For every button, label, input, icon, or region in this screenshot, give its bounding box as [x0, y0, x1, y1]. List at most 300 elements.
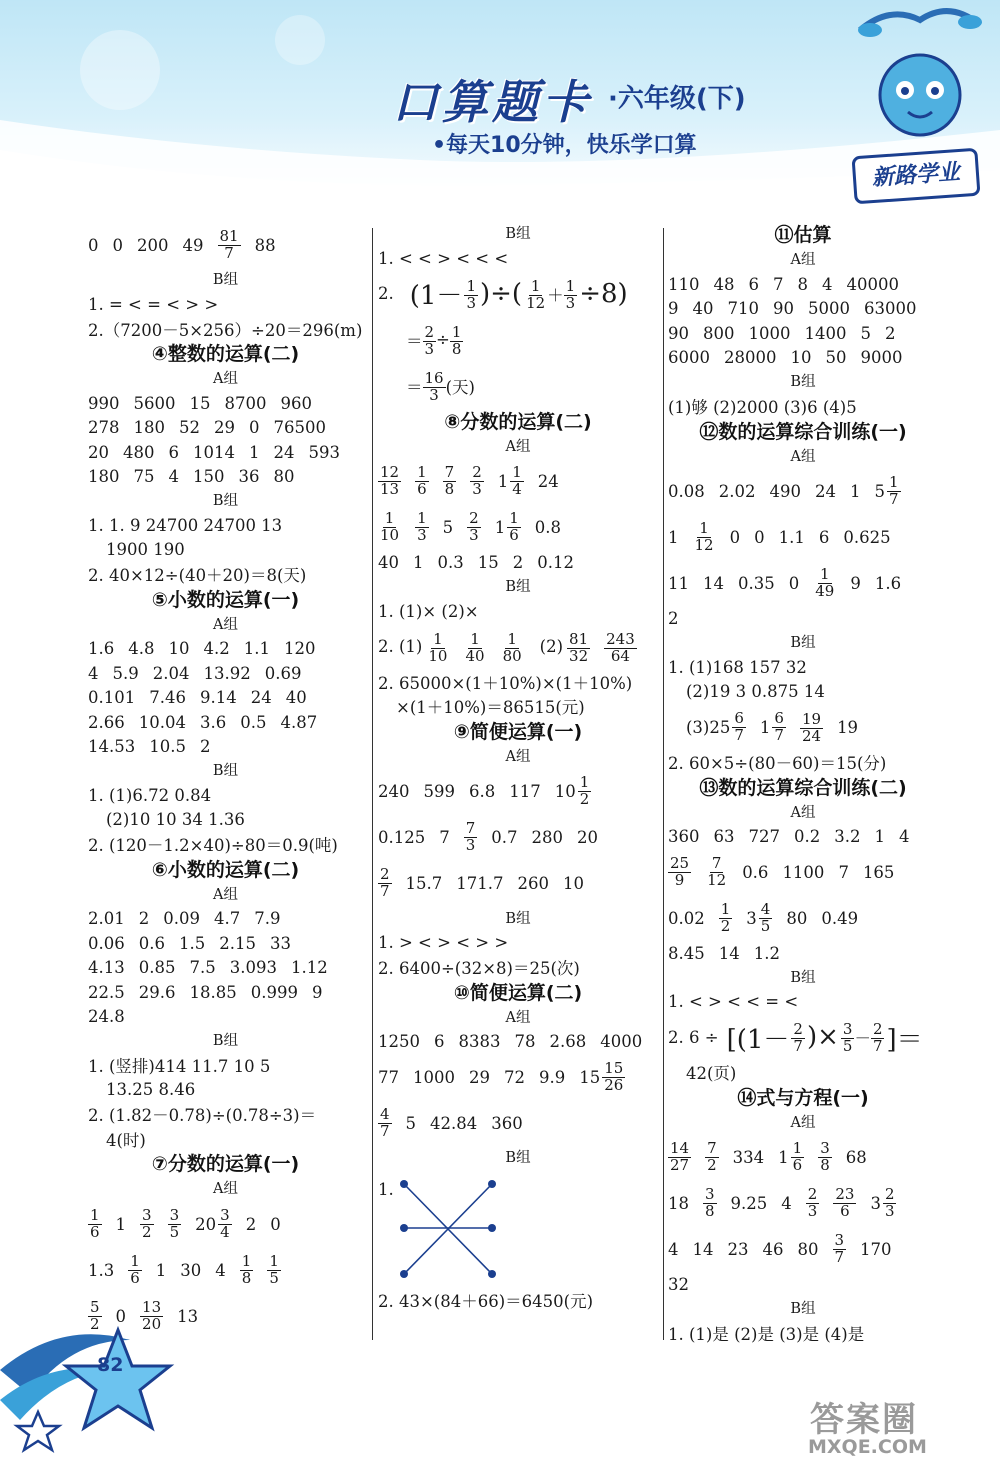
- item-label: 2. (1): [378, 637, 423, 656]
- answer-value: 8.45: [668, 943, 705, 963]
- answer-value: 1400: [804, 323, 847, 343]
- answer-row: [88, 1247, 363, 1293]
- page-title: 口算题卡: [392, 75, 592, 129]
- fraction-answer: [833, 1233, 847, 1266]
- watermark-url: MXQE.COM: [808, 1436, 927, 1458]
- answer-value: 46: [762, 1240, 784, 1259]
- expr-text: (1－: [409, 281, 463, 311]
- numerator: 16: [424, 368, 444, 387]
- fraction-answer: [415, 511, 429, 544]
- answer-value: 20: [88, 442, 109, 462]
- denominator: 3: [565, 293, 576, 312]
- answer-value: 48: [713, 274, 735, 294]
- answer-row: [668, 1273, 938, 1298]
- answer-value: 15.7: [405, 874, 443, 893]
- numerator: 3: [820, 1139, 830, 1158]
- fraction: [378, 465, 401, 498]
- answer-value: 68: [845, 1148, 867, 1167]
- answer-row: [88, 686, 363, 711]
- answer-value: 36: [238, 467, 260, 487]
- answer-row: [88, 931, 363, 956]
- fraction-answer: [778, 1141, 804, 1174]
- answer-row: [378, 551, 658, 576]
- answer-row: 2. 43×(84＋66)＝6450(元): [378, 1292, 594, 1312]
- match-dot: [488, 1180, 496, 1188]
- denominator: 7: [834, 1248, 845, 1266]
- section-heading: ④整数的运算(二): [151, 343, 300, 365]
- denominator: 3: [807, 1202, 818, 1220]
- denominator: 4: [512, 480, 522, 498]
- numerator: 25: [670, 853, 690, 872]
- answer-value: 7: [773, 274, 784, 294]
- denominator: 2: [720, 916, 731, 935]
- answer-value: 1.1: [778, 528, 805, 547]
- answer-value: 50: [825, 348, 847, 368]
- fraction-answer: [464, 821, 478, 854]
- section-heading: ⑩简便运算(二): [453, 981, 583, 1004]
- answer-grid: [668, 272, 938, 370]
- expr-text: －: [854, 1029, 871, 1048]
- answer-value: 30: [180, 1260, 202, 1280]
- answer-value: 4: [781, 1194, 792, 1213]
- numerator: 1: [820, 565, 830, 584]
- answer-value: 63: [713, 827, 735, 847]
- whole-part: 1: [759, 717, 771, 737]
- answer-value: 18.85: [189, 982, 237, 1002]
- answer-row: [88, 956, 363, 981]
- answer-value: 3.6: [200, 712, 227, 732]
- numerator: 2: [380, 865, 390, 884]
- denominator: 20: [142, 1314, 162, 1333]
- fraction: [567, 629, 590, 665]
- numerator: 3: [142, 1205, 152, 1224]
- fraction: [426, 629, 449, 665]
- fraction: [705, 1141, 719, 1174]
- answer-value: 490: [769, 482, 801, 501]
- denominator: 5: [842, 1037, 853, 1055]
- denominator: 6: [130, 1268, 140, 1287]
- denominator: 8: [241, 1268, 252, 1287]
- item-label: 1.: [378, 1180, 394, 1199]
- answer-row: [88, 1005, 363, 1030]
- answer-value: 4: [822, 274, 833, 294]
- matching-lines: [392, 1170, 512, 1288]
- section-heading: ⑬数的运算综合训练(二): [699, 776, 907, 799]
- star-decoration-icon: [0, 1297, 180, 1469]
- answer-value: 0.8: [534, 518, 561, 537]
- page-header: [0, 0, 1000, 215]
- fraction-answer: [813, 567, 836, 600]
- answer-value: 2.66: [88, 712, 125, 732]
- answer-value: 5600: [133, 393, 176, 413]
- whole-part: 5: [874, 482, 885, 501]
- answer-value: 360: [668, 827, 700, 847]
- answer-value: 23: [727, 1240, 749, 1259]
- answer-row: [378, 271, 658, 317]
- numerator: 243: [606, 629, 635, 648]
- answer-row: [88, 980, 363, 1005]
- answer-row: (1)够 (2)2000 (3)6 (4)5: [668, 398, 857, 418]
- answer-value: 0.625: [843, 528, 891, 547]
- answer-row: 1. 1. 9 24700 24700 13: [88, 515, 283, 535]
- group-label: B组: [505, 1150, 531, 1166]
- answer-value: 72: [504, 1067, 525, 1087]
- numerator: 4: [760, 899, 771, 918]
- fraction: [463, 629, 486, 665]
- fraction-answer: [415, 465, 429, 498]
- answer-value: 29: [469, 1067, 490, 1087]
- numerator: 1: [241, 1251, 252, 1270]
- fraction: [791, 1019, 805, 1055]
- answer-row: [88, 440, 363, 465]
- fraction: [604, 629, 637, 665]
- numerator: 2: [424, 322, 435, 341]
- fraction: [501, 629, 524, 665]
- answer-value: 0.35: [738, 574, 775, 593]
- answer-value: 1: [115, 1214, 127, 1234]
- answer-row: [88, 416, 363, 441]
- denominator: 9: [674, 870, 685, 889]
- fraction-answer: [267, 1251, 281, 1287]
- numerator: 1: [417, 463, 427, 482]
- fraction-answer: [195, 1205, 232, 1241]
- answer-row: [378, 1100, 658, 1146]
- fraction: [415, 511, 429, 544]
- answer-value: 800: [703, 323, 735, 343]
- mascot-icon: [830, 0, 1000, 160]
- answer-value: 0.6: [138, 933, 165, 953]
- fraction: [841, 1022, 855, 1055]
- answer-value: 1.12: [291, 958, 328, 978]
- group-label: A组: [213, 371, 238, 387]
- whole-part: 3: [870, 1194, 881, 1213]
- numerator: 1: [433, 629, 443, 648]
- answer-value: 10: [790, 348, 812, 368]
- numerator: 3: [169, 1205, 180, 1224]
- fraction-answer: [467, 511, 481, 544]
- answer-value: 24: [250, 688, 272, 708]
- answer-row: [88, 222, 363, 268]
- numerator: 3: [705, 1185, 715, 1204]
- answer-value: 42.84: [430, 1113, 478, 1133]
- grade-label: ·六年级(下): [608, 84, 746, 114]
- group-label: B组: [790, 969, 816, 986]
- answer-row: [668, 297, 938, 322]
- answer-value: 6.8: [469, 782, 496, 801]
- numerator: 23: [835, 1185, 855, 1204]
- answer-row: 4(时): [106, 1130, 146, 1150]
- answer-value: 4.87: [280, 712, 318, 732]
- answer-row: 1. (1)× (2)×: [378, 601, 479, 621]
- answer-value: 4: [168, 467, 179, 487]
- numerator: 1: [384, 509, 395, 528]
- fraction: [772, 708, 786, 744]
- denominator: 32: [569, 646, 589, 665]
- answer-row: [668, 849, 938, 895]
- denominator: 4: [220, 1222, 230, 1241]
- brand-logo: 新路学业: [851, 148, 980, 205]
- numerator: 19: [801, 710, 822, 729]
- whole-part: 1: [778, 1148, 789, 1167]
- numerator: 2: [807, 1185, 818, 1204]
- expr-text: ＝: [406, 331, 423, 351]
- answer-value: 40: [692, 299, 714, 319]
- denominator: 2: [90, 1314, 100, 1333]
- answer-row: [88, 465, 363, 490]
- answer-column-1: [88, 222, 363, 1339]
- denominator: 3: [424, 339, 435, 358]
- fraction: [791, 1141, 805, 1174]
- answer-value: 13: [177, 1306, 199, 1326]
- answer-value: 0.09: [163, 909, 200, 929]
- answer-row: [668, 1227, 938, 1273]
- numerator: 1: [466, 276, 476, 295]
- fraction-answer: [168, 1205, 182, 1241]
- answer-value: 0: [754, 528, 765, 547]
- denominator: 8: [820, 1156, 830, 1174]
- denominator: 10: [428, 646, 448, 665]
- answer-row: [88, 391, 363, 416]
- answer-value: 260: [517, 874, 550, 893]
- group-label: A组: [790, 804, 816, 821]
- fraction: [88, 1205, 102, 1241]
- expr-text: )÷(: [479, 278, 523, 309]
- answer-value: 15: [189, 393, 211, 413]
- answer-value: 0: [112, 235, 123, 255]
- fraction-answer: [719, 899, 733, 935]
- answer-value: 0.5: [240, 712, 267, 732]
- answer-value: 24.8: [88, 1007, 125, 1027]
- section-heading: ⑭式与方程(一): [737, 1086, 869, 1109]
- denominator: 27: [670, 1156, 690, 1174]
- answer-value: 960: [280, 393, 312, 413]
- answer-value: 20: [577, 828, 599, 847]
- answer-value: 2: [138, 909, 150, 929]
- fraction-answer: [443, 465, 457, 498]
- answer-row: [668, 704, 938, 750]
- column-divider: [372, 228, 373, 1340]
- answer-value: 2: [512, 553, 524, 573]
- answer-value: 990: [88, 393, 120, 413]
- answer-value: 5: [405, 1113, 417, 1133]
- numerator: 2: [472, 463, 482, 482]
- fraction-answer: [668, 1141, 691, 1174]
- group-label: B组: [212, 493, 239, 509]
- answer-value: 4.8: [128, 639, 155, 659]
- group-label: B组: [212, 1033, 239, 1049]
- numerator: 1: [579, 773, 590, 792]
- answer-value: 24: [273, 442, 295, 462]
- denominator: 12: [694, 536, 714, 554]
- fraction-answer: [495, 511, 521, 544]
- fraction: [218, 1205, 232, 1241]
- fraction-answer: [128, 1251, 142, 1287]
- numerator: 2: [884, 1185, 895, 1204]
- numerator: 2: [793, 1020, 803, 1039]
- answer-value: 0.08: [668, 482, 705, 501]
- answer-value: 14: [718, 943, 740, 963]
- answer-row: 1. (1)6.72 0.84: [88, 785, 212, 805]
- answer-row: 2. (120－1.2×40)÷80＝0.9(吨): [88, 836, 338, 856]
- answer-value: 0.3: [437, 553, 464, 573]
- expr-text: ]＝: [886, 1024, 923, 1055]
- answer-value: 88: [254, 235, 276, 255]
- watermark-text: 答案圈: [810, 1400, 918, 1440]
- answer-value: 0: [729, 528, 741, 547]
- answer-row: [668, 825, 938, 850]
- numerator: 1: [889, 473, 899, 492]
- whole-part: 25: [709, 717, 731, 737]
- answer-value: 4: [668, 1240, 679, 1259]
- answer-row: [668, 1135, 938, 1181]
- denominator: 6: [509, 526, 519, 544]
- answer-value: 0.125: [378, 828, 426, 847]
- answer-value: 78: [514, 1032, 536, 1052]
- fraction: [668, 1141, 691, 1174]
- answer-value: 14: [703, 574, 724, 593]
- denominator: 80: [502, 646, 522, 665]
- answer-value: 10.5: [149, 737, 186, 757]
- answer-value: 7.5: [189, 958, 216, 978]
- answer-value: 18: [668, 1194, 689, 1213]
- answer-value: 2: [245, 1214, 257, 1234]
- section-heading: ⑥小数的运算(二): [151, 858, 300, 881]
- answer-value: 2.01: [88, 909, 125, 929]
- answer-value: 7.46: [149, 688, 186, 708]
- answer-row: 1. < > < < = <: [668, 992, 799, 1012]
- fraction: [800, 712, 823, 745]
- answer-value: 24: [537, 472, 559, 491]
- answer-value: 0.06: [88, 933, 125, 953]
- answer-value: 1: [850, 482, 861, 501]
- match-dot: [400, 1270, 408, 1278]
- answer-value: 0.101: [88, 688, 136, 708]
- answer-value: 0.85: [138, 958, 176, 978]
- fraction-answer: [378, 1104, 392, 1140]
- denominator: 7: [224, 243, 234, 262]
- answer-row: [668, 607, 938, 632]
- whole-part: 15: [579, 1067, 601, 1087]
- fraction-answer: [746, 899, 772, 935]
- fraction: [450, 322, 464, 358]
- denominator: 12: [526, 293, 546, 312]
- fraction-answer: [88, 1205, 102, 1241]
- fraction: [883, 1187, 897, 1220]
- answer-value: 2: [668, 609, 679, 629]
- denominator: 6: [840, 1202, 850, 1220]
- answer-row: 2. 60×5÷(80－60)＝15(分): [668, 754, 887, 774]
- group-label: A组: [790, 448, 816, 465]
- expr-text: ＝: [406, 377, 423, 397]
- answer-value: 1250: [378, 1032, 420, 1052]
- answer-value: 2.04: [152, 663, 190, 683]
- fraction-answer: [705, 853, 728, 889]
- answer-value: 280: [531, 828, 564, 847]
- answer-value: 0.2: [794, 827, 821, 847]
- fraction: [140, 1205, 154, 1241]
- answer-value: 1.6: [88, 639, 115, 659]
- answer-value: 4: [899, 827, 910, 847]
- answer-value: 278: [88, 418, 120, 438]
- denominator: 6: [792, 1156, 803, 1174]
- group-label: B组: [505, 910, 531, 927]
- answer-row: 2. (1.82－0.78)÷(0.78÷3)＝: [88, 1106, 317, 1126]
- answer-row: [668, 895, 938, 941]
- fraction: [507, 511, 521, 544]
- fraction: [240, 1251, 254, 1287]
- answer-value: 9.14: [200, 688, 237, 708]
- answer-value: 0.12: [537, 553, 574, 573]
- whole-part: 1: [497, 472, 509, 491]
- answer-value: 0.999: [250, 982, 298, 1002]
- answer-value: 10: [168, 639, 190, 659]
- column-divider: [663, 228, 664, 1340]
- answer-value: 80: [273, 467, 295, 487]
- fraction-answer: [378, 511, 401, 544]
- answer-value: 5: [442, 518, 454, 537]
- numerator: 1: [565, 276, 576, 295]
- numerator: 6: [774, 708, 784, 727]
- group-label: A组: [790, 1114, 816, 1131]
- answer-value: 593: [308, 442, 340, 462]
- answer-value: 4.2: [203, 639, 230, 659]
- fraction: [464, 276, 478, 312]
- answer-grid: [88, 907, 363, 1030]
- fraction: [443, 465, 457, 498]
- fraction: [423, 368, 446, 404]
- numerator: 14: [670, 1139, 690, 1158]
- fraction-answer: [555, 775, 592, 808]
- answer-value: 710: [727, 299, 759, 319]
- answer-grid: [88, 637, 363, 760]
- answer-row: [668, 321, 938, 346]
- fraction-answer: [240, 1251, 254, 1287]
- answer-value: 49: [182, 235, 204, 255]
- fraction-answer: [693, 521, 716, 554]
- fraction: [470, 465, 484, 498]
- fraction: [887, 475, 901, 508]
- answer-value: 19: [837, 717, 859, 737]
- answer-value: 13.92: [203, 663, 251, 683]
- answer-row: [668, 272, 938, 297]
- answer-row: [88, 1201, 363, 1247]
- answer-value: 2.68: [549, 1032, 587, 1052]
- fraction: [567, 629, 590, 665]
- answer-value: 22.5: [88, 982, 125, 1002]
- answer-value: 29.6: [138, 982, 176, 1002]
- answer-value: 4: [88, 663, 99, 683]
- answer-value: 52: [179, 418, 200, 438]
- fraction-answer: [705, 1141, 719, 1174]
- fraction-answer: [870, 1187, 896, 1220]
- denominator: 5: [169, 1222, 180, 1241]
- answer-row: [378, 624, 658, 670]
- expr-text: [(1－: [726, 1024, 790, 1055]
- fraction: [168, 1205, 182, 1241]
- numerator: 1: [792, 1139, 803, 1158]
- answer-value: 8700: [224, 393, 267, 413]
- answer-value: 150: [193, 467, 225, 487]
- answer-row: 2. 40×12÷(40＋20)＝8(天): [88, 566, 307, 586]
- answer-value: 120: [284, 639, 316, 659]
- denominator: 3: [429, 385, 439, 404]
- fraction: [378, 511, 401, 544]
- answer-value: 90: [773, 299, 794, 319]
- answer-value: 180: [88, 467, 120, 487]
- denominator: 24: [801, 727, 822, 745]
- expr-text: (天): [445, 377, 475, 397]
- answer-value: 3.093: [229, 958, 277, 978]
